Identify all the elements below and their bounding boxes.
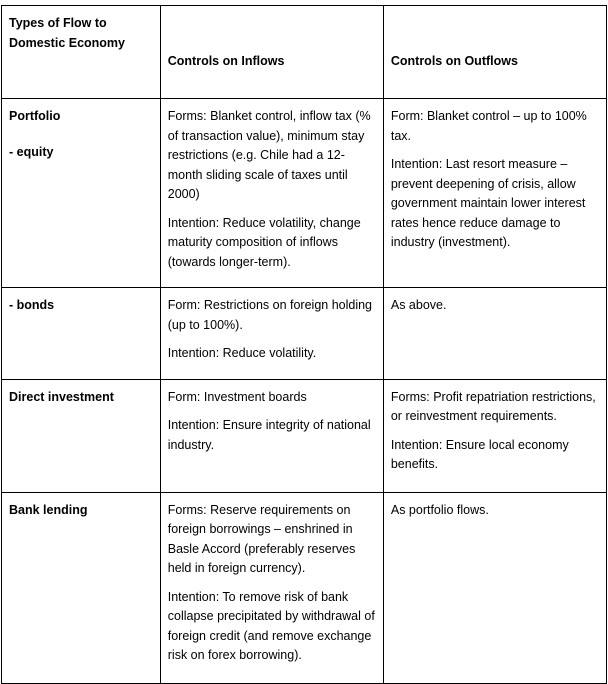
header-controls-outflows: Controls on Outflows <box>383 6 606 99</box>
inflow-controls-cell <box>160 99 383 288</box>
flow-type-cell <box>2 288 161 380</box>
flow-type-label: Bank lending <box>9 502 88 517</box>
outflow-controls-cell <box>383 492 606 683</box>
inflow-forms-text: Form: Restrictions on foreign holding (up to 100%). <box>167 298 373 332</box>
inflow-forms-text: Forms: Reserve requirements on foreign borrowings – enshrined in Basle Accord (preferably reserves held in foreign currency). <box>167 502 356 575</box>
outflow-controls-cell <box>383 99 606 288</box>
capital-controls-table <box>1 5 607 684</box>
outflow-intention-text: Intention: Ensure local economy benefits. <box>390 437 569 471</box>
header-controls-inflows: Controls on Inflows <box>160 6 383 99</box>
flow-type-label: Direct investment <box>9 389 114 404</box>
flow-type-cell <box>2 379 161 492</box>
table-header-row <box>2 6 607 99</box>
inflow-forms-text: Form: Investment boards <box>167 389 307 404</box>
table-row <box>2 492 607 683</box>
inflow-intention-text: Intention: Ensure integrity of national industry. <box>167 418 371 452</box>
table-row <box>2 379 607 492</box>
outflow-forms-text: As above. <box>390 298 447 312</box>
outflow-controls-cell <box>383 379 606 492</box>
table-row <box>2 99 607 288</box>
inflow-intention-text: Intention: Reduce volatility, change maturity composition of inflows (towards longer-term). <box>167 215 361 269</box>
inflow-controls-cell <box>160 288 383 380</box>
inflow-forms-text: Forms: Blanket control, inflow tax (% of transaction value), minimum stay restrictions (e.g. Chile had a 12-month sliding scale of taxes until 2000) <box>167 109 371 201</box>
inflow-intention-text: Intention: To remove risk of bank collapse precipitated by withdrawal of foreign credit (and remove exchange risk on forex borrowing). <box>167 589 375 662</box>
outflow-intention-text: Intention: Last resort measure – prevent deepening of crisis, allow government maintain lower interest rates hence reduce damage to industry (investment). <box>390 157 586 249</box>
outflow-forms-text: Forms: Profit repatriation restrictions, or reinvestment requirements. <box>390 389 596 423</box>
outflow-forms-text: Form: Blanket control – up to 100% tax. <box>390 109 587 143</box>
flow-type-cell <box>2 99 161 288</box>
inflow-intention-text: Intention: Reduce volatility. <box>167 346 317 360</box>
inflow-controls-cell <box>160 379 383 492</box>
flow-type-label: - bonds <box>9 298 55 312</box>
header-flow-type: Types of Flow to Domestic Economy <box>2 6 161 99</box>
inflow-controls-cell <box>160 492 383 683</box>
flow-type-label: Portfolio <box>9 109 61 123</box>
table-row <box>2 288 607 380</box>
outflow-controls-cell <box>383 288 606 380</box>
flow-subtype-label: - equity <box>9 144 54 159</box>
outflow-forms-text: As portfolio flows. <box>390 502 489 517</box>
flow-type-cell <box>2 492 161 683</box>
